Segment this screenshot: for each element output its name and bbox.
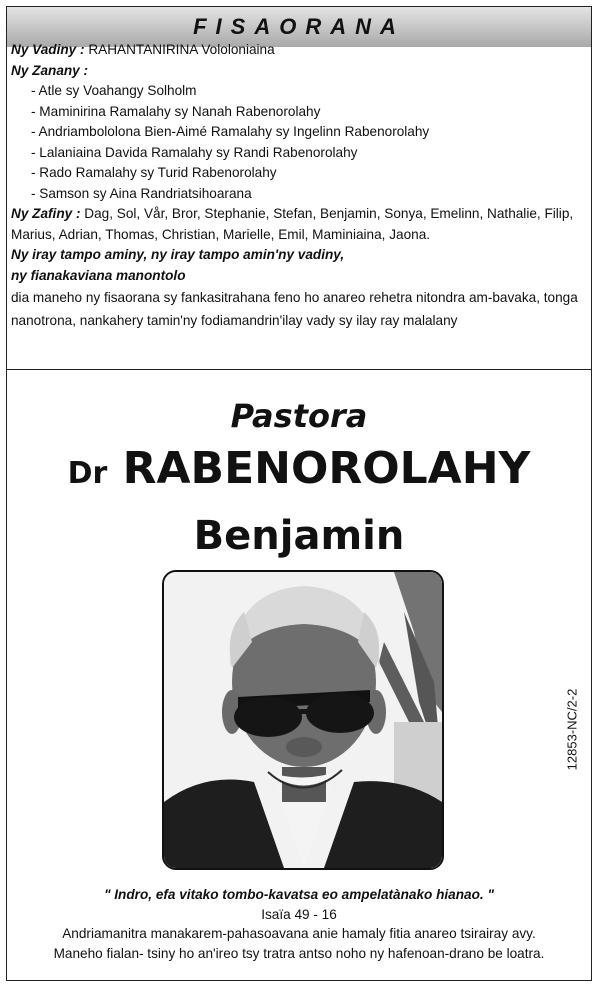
spouse-line [11,40,589,61]
notice-frame [6,6,592,981]
relatives-line-2: ny fianakaviana manontolo [11,267,186,283]
thanks-text: dia maneho ny fisaorana sy fankasitrahana feno ho anareo rehetra nitondra am-bavaka, tonga nanotrona, nankahery tamin'ny fodiamandrin'ilay vady sy ilay ray malalany [11,290,578,328]
reference-code: 12853-NC/2-2 [564,688,580,771]
bible-quote: " Indro, efa vitako tombo-kavatsa eo ampelatànako hianao. " [104,887,494,902]
family-text [11,40,589,332]
notice-title: FISAORANA [193,14,405,39]
footer-block [7,885,591,963]
honoree-title: Pastora [230,397,368,435]
portrait-illustration [164,572,442,868]
relatives-line-1: Ny iray tampo aminy, ny iray tampo amin'ny vadiny, [11,247,345,262]
child-item: - Rado Ramalahy sy Turid Rabenorolahy [31,165,277,180]
child-item: - Samson sy Aina Randriatsihoarana [31,185,252,201]
children-label: Ny Zanany : [11,62,89,78]
child-item: - Atle sy Voahangy Solholm [31,83,197,98]
portrait-photo [162,570,444,870]
grandchildren-names: Dag, Sol, Vår, Bror, Stephanie, Stefan, Benjamin, Sonya, Emelinn, Nathalie, Filip, Marius, Adrian, Thomas, Christian, Marielle, Emil, Maminiaina, Jaona. [11,206,574,242]
footer-line-2: Maneho fialan- tsiny ho an'ireo tsy tratra antso noho ny hafenoan-drano be loatra. [53,945,545,961]
footer-line-1: Andriamanitra manakarem-pahasoavana anie hamaly fitia anareo tsirairay avy. [62,926,536,941]
spouse-label: Ny Vadiny : [11,42,85,57]
honoree-surname: RABENOROLAHY [122,443,531,494]
honoree-block [7,395,591,562]
honoree-given-name: Benjamin [193,513,405,559]
honoree-prefix: Dr [67,456,108,491]
child-item: - Andriambololona Bien-Aimé Ramalahy sy Ingelinn Rabenorolahy [31,124,430,139]
child-item: - Maminirina Ramalahy sy Nanah Rabenorolahy [31,103,321,119]
grandchildren-line [11,204,589,245]
grandchildren-label: Ny Zafiny : [11,206,81,221]
spouse-name: RAHANTANIRINA Vololoniaina [88,42,275,57]
child-item: - Lalaniaina Davida Ramalahy sy Randi Rabenorolahy [31,144,358,160]
honoree-name [7,441,591,502]
bible-verse: Isaïa 49 - 16 [261,906,337,922]
